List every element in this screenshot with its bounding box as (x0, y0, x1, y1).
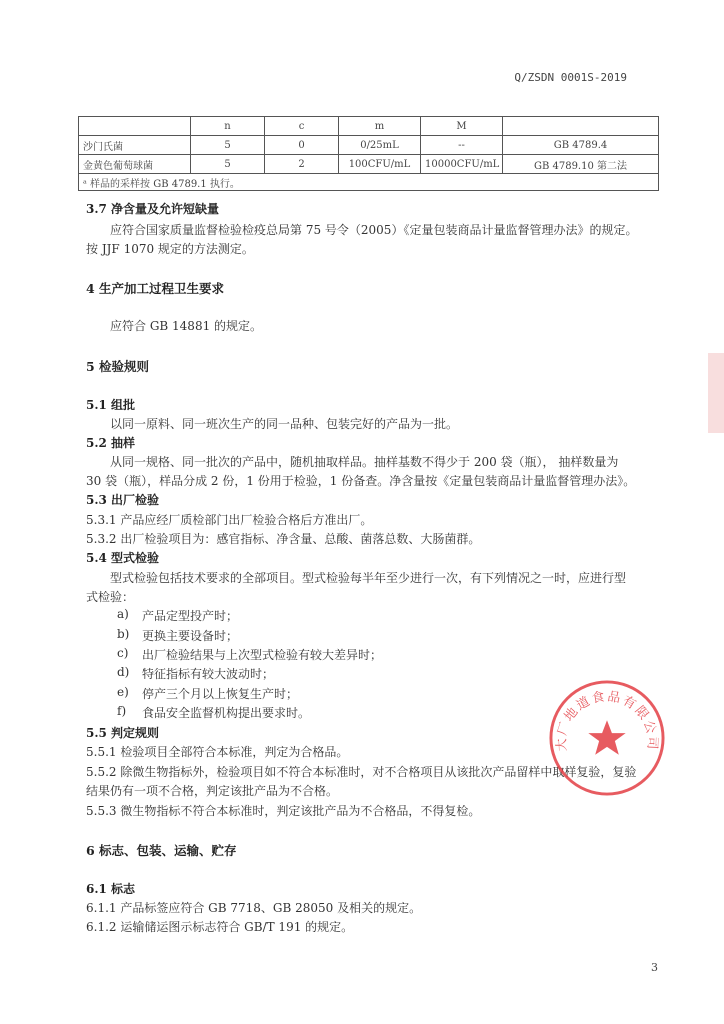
list-item-mark: e) (117, 685, 129, 699)
table-cell: GB 4789.10 第二法 (503, 155, 659, 174)
section-5-3-2: 5.3.2 出厂检验项目为：感官指标、净含量、总酸、菌落总数、大肠菌群。 (86, 532, 481, 546)
table-cell: 2 (265, 155, 339, 174)
table-note: ᵃ 样品的采样按 GB 4789.1 执行。 (79, 174, 659, 191)
table-header-cell: c (265, 117, 339, 136)
edge-seal-fragment (708, 353, 724, 433)
microbiology-table (78, 116, 659, 191)
section-5-1-title: 5.1 组批 (86, 398, 136, 412)
seal-text: 大厂地道食品有限公司 (554, 689, 660, 752)
section-5-5-1: 5.5.1 检验项目全部符合本标准，判定为合格品。 (86, 745, 349, 759)
list-item: 食品安全监督机构提出要求时。 (142, 706, 311, 720)
section-6-title: 6 标志、包装、运输、贮存 (86, 843, 237, 858)
table-header-cell (79, 117, 191, 136)
table-cell: 100CFU/mL (339, 155, 421, 174)
section-5-1-text: 以同一原料、同一班次生产的同一品种、包装完好的产品为一批。 (110, 417, 459, 431)
list-item: 更换主要设备时； (142, 629, 239, 643)
table-row (79, 136, 659, 155)
company-seal (548, 679, 666, 797)
section-5-title: 5 检验规则 (86, 359, 150, 374)
section-6-1-title: 6.1 标志 (86, 882, 136, 896)
table-cell: 金黄色葡萄球菌 (79, 155, 191, 174)
list-item-mark: a) (117, 607, 129, 621)
table-note-row (79, 174, 659, 191)
table-header-row (79, 117, 659, 136)
section-5-2-text: 30 袋（瓶），样品分成 2 份，1 份用于检验，1 份备查。净含量按《定量包装商品计量监督管理办法》。 (86, 474, 636, 488)
section-3-7-text: 应符合国家质量监督检验检疫总局第 75 号令（2005）《定量包装商品计量监督管理办法》的规定。 (110, 223, 638, 237)
list-item: 停产三个月以上恢复生产时； (142, 687, 299, 701)
standard-code: Q/ZSDN 0001S-2019 (514, 71, 627, 84)
list-item-mark: b) (117, 627, 130, 641)
list-item: 出厂检验结果与上次型式检验有较大差异时； (142, 648, 383, 662)
section-3-7-text: 按 JJF 1070 规定的方法测定。 (86, 242, 254, 256)
table-header-cell: n (191, 117, 265, 136)
list-item-mark: d) (117, 665, 130, 679)
table-header-cell: m (339, 117, 421, 136)
table-row (79, 155, 659, 174)
table-header-cell (503, 117, 659, 136)
section-3-7-title: 3.7 净含量及允许短缺量 (86, 202, 220, 216)
table-header-cell: M (421, 117, 503, 136)
list-item: 特征指标有较大波动时； (142, 667, 275, 681)
list-item: 产品定型投产时； (142, 609, 239, 623)
table-cell: -- (421, 136, 503, 155)
table-cell: 0/25mL (339, 136, 421, 155)
section-6-1-2: 6.1.2 运输储运图示标志符合 GB/T 191 的规定。 (86, 920, 354, 934)
table-cell: GB 4789.4 (503, 136, 659, 155)
table-cell: 5 (191, 136, 265, 155)
section-5-4-title: 5.4 型式检验 (86, 551, 160, 565)
page-number: 3 (651, 961, 658, 974)
table-cell: 沙门氏菌 (79, 136, 191, 155)
table-cell: 5 (191, 155, 265, 174)
seal-star-icon (588, 720, 625, 754)
section-6-1-1: 6.1.1 产品标签应符合 GB 7718、GB 28050 及相关的规定。 (86, 901, 422, 915)
section-5-4-text: 式检验： (86, 590, 135, 604)
section-5-2-text: 从同一规格、同一批次的产品中，随机抽取样品。抽样基数不得少于 200 袋（瓶）， 抽样数量为 (110, 455, 619, 469)
table-cell: 10000CFU/mL (421, 155, 503, 174)
table-cell: 0 (265, 136, 339, 155)
section-5-5-2: 5.5.2 除微生物指标外，检验项目如不符合本标准时，对不合格项目从该批次产品留样中取样复验，复验 (86, 765, 637, 779)
section-4-text: 应符合 GB 14881 的规定。 (110, 319, 263, 333)
section-5-2-title: 5.2 抽样 (86, 436, 136, 450)
section-5-3-1: 5.3.1 产品应经厂质检部门出厂检验合格后方准出厂。 (86, 513, 373, 527)
section-4-title: 4 生产加工过程卫生要求 (86, 281, 225, 296)
section-5-5-2: 结果仍有一项不合格，判定该批产品为不合格。 (86, 784, 339, 798)
section-5-3-title: 5.3 出厂检验 (86, 493, 160, 507)
section-5-4-text: 型式检验包括技术要求的全部项目。型式检验每半年至少进行一次，有下列情况之一时，应进行型 (110, 571, 627, 585)
section-5-5-3: 5.5.3 微生物指标不符合本标准时，判定该批产品为不合格品，不得复检。 (86, 804, 481, 818)
list-item-mark: f) (117, 704, 127, 718)
section-5-5-title: 5.5 判定规则 (86, 726, 160, 740)
list-item-mark: c) (117, 646, 129, 660)
